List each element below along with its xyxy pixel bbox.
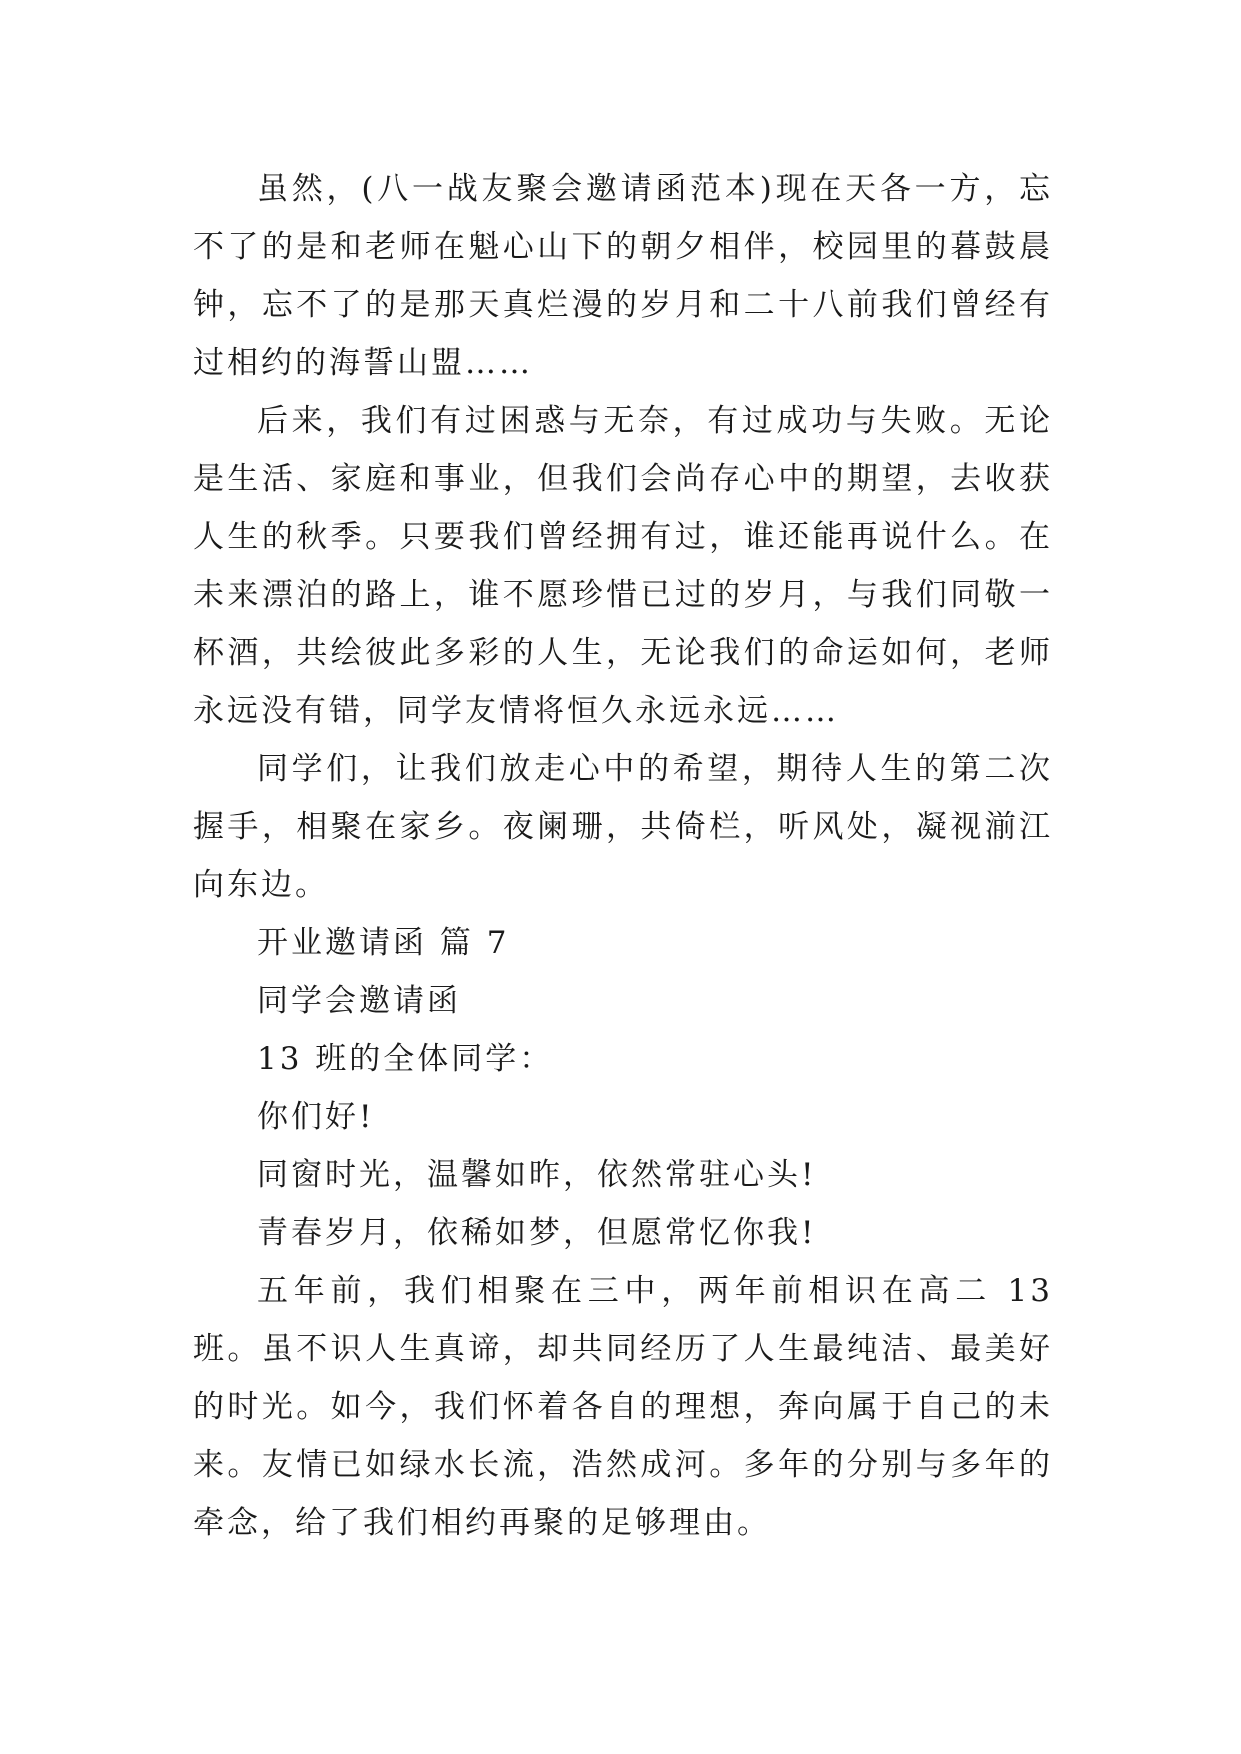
letter-title: 同学会邀请函 <box>257 983 461 1019</box>
paragraph-call-to-gather: 同学们，让我们放走心中的希望，期待人生的第二次握手，相聚在家乡。夜阑珊，共倚栏，听风处，凝视湔江向东边。 <box>193 751 1053 903</box>
letter-line-classmates: 同窗时光，温馨如昨，依然常驻心头! <box>257 1157 817 1193</box>
letter-greeting: 你们好! <box>257 1099 375 1135</box>
paragraph-memories: 虽然，(八一战友聚会邀请函范本)现在天各一方，忘不了的是和老师在魁心山下的朝夕相伴，校园里的暮鼓晨钟，忘不了的是那天真烂漫的岁月和二十八前我们曾经有过相约的海誓山盟…… <box>193 171 1053 381</box>
letter-line-youth: 青春岁月，依稀如梦，但愿常忆你我! <box>257 1215 817 1251</box>
paragraph-five-years-ago: 五年前，我们相聚在三中，两年前相识在高二 13 班。虽不识人生真谛，却共同经历了人生最纯洁、最美好的时光。如今，我们怀着各自的理想，奔向属于自己的未来。友情已如绿水长流，浩然成河。多年的分别与多年的牵念，给了我们相约再聚的足够理由。 <box>193 1273 1053 1541</box>
letter-salutation: 13 班的全体同学： <box>257 1041 554 1077</box>
section-heading: 开业邀请函 篇 7 <box>257 925 510 961</box>
paragraph-life-journey: 后来，我们有过困惑与无奈，有过成功与失败。无论是生活、家庭和事业，但我们会尚存心中的期望，去收获人生的秋季。只要我们曾经拥有过，谁还能再说什么。在未来漂泊的路上，谁不愿珍惜已过的岁月，与我们同敬一杯酒，共绘彼此多彩的人生，无论我们的命运如何，老师永远没有错，同学友情将恒久永远永远…… <box>193 403 1053 729</box>
document-body <box>193 160 1053 1552</box>
